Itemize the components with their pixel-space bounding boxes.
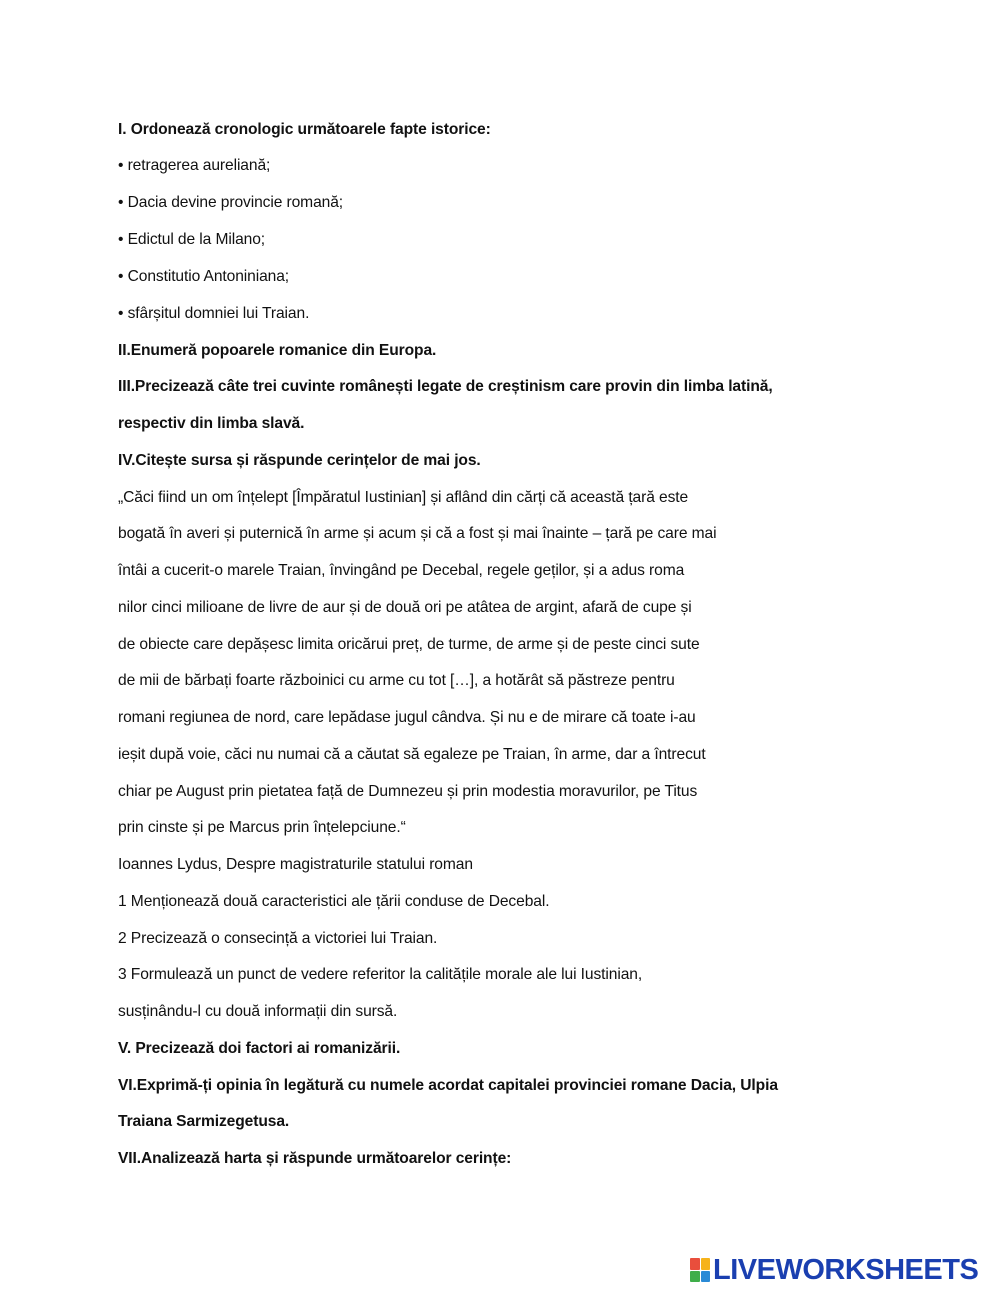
section-3-heading-line2: respectiv din limba slavă.	[118, 415, 305, 432]
liveworksheets-logo-icon	[690, 1258, 710, 1282]
source-text-line: de mii de bărbați foarte războinici cu arme cu tot […], a hotărât să păstreze pentru	[118, 672, 675, 689]
question-item: susținându-l cu două informații din sursă.	[118, 1003, 398, 1020]
logo-square-blue	[701, 1271, 711, 1283]
section-6-heading-line2: Traiana Sarmizegetusa.	[118, 1113, 290, 1130]
source-text-line: de obiecte care depășesc limita oricărui preț, de turme, de arme și de peste cinci sute	[118, 636, 700, 653]
source-text-line: bogată în averi și puternică în arme și acum și că a fost și mai înainte – țară pe care mai	[118, 525, 717, 542]
section-4-heading: IV.Citește sursa și răspunde cerințelor de mai jos.	[118, 452, 481, 469]
source-text-line: romani regiunea de nord, care lepădase jugul cândva. Și nu e de mirare că toate i-au	[118, 709, 696, 726]
source-text-line: ieșit după voie, căci nu numai că a căutat să egaleze pe Traian, în arme, dar a întrecut	[118, 746, 706, 763]
source-text-line: prin cinste și pe Marcus prin înțelepciune.“	[118, 819, 406, 836]
question-item: 1 Menționează două caracteristici ale țării conduse de Decebal.	[118, 893, 550, 910]
question-item: 3 Formulează un punct de vedere referitor la calitățile morale ale lui Iustinian,	[118, 966, 643, 983]
section-3-heading-line1: III.Precizează câte trei cuvinte românești legate de creștinism care provin din limba latină,	[118, 378, 773, 395]
logo-square-yellow	[701, 1258, 711, 1270]
section-1-heading: I. Ordonează cronologic următoarele fapte istorice:	[118, 121, 491, 138]
list-item: • sfârșitul domniei lui Traian.	[118, 305, 310, 322]
source-text-line: chiar pe August prin pietatea față de Dumnezeu și prin modestia moravurilor, pe Titus	[118, 783, 698, 800]
source-attribution: Ioannes Lydus, Despre magistraturile statului roman	[118, 856, 473, 873]
source-text-line: „Căci fiind un om înțelept [Împăratul Iustinian] și aflând din cărți că această țară este	[118, 489, 689, 506]
section-6-heading-line1: VI.Exprimă-ți opinia în legătură cu numele acordat capitalei provinciei romane Dacia, Ulpia	[118, 1077, 778, 1094]
logo-square-green	[690, 1271, 700, 1283]
logo-square-red	[690, 1258, 700, 1270]
liveworksheets-brand	[690, 1255, 978, 1285]
section-2-heading: II.Enumeră popoarele romanice din Europa.	[118, 342, 437, 359]
section-7-heading: VII.Analizează harta și răspunde următoarelor cerințe:	[118, 1150, 512, 1167]
list-item: • Constitutio Antoniniana;	[118, 268, 290, 285]
list-item: • Dacia devine provincie romană;	[118, 194, 344, 211]
section-5-heading: V. Precizează doi factori ai romanizării.	[118, 1040, 401, 1057]
list-item: • retragerea aureliană;	[118, 157, 271, 174]
question-item: 2 Precizează o consecință a victoriei lui Traian.	[118, 930, 438, 947]
source-text-line: nilor cinci milioane de livre de aur și de două ori pe atâtea de argint, afară de cupe și	[118, 599, 692, 616]
list-item: • Edictul de la Milano;	[118, 231, 266, 248]
liveworksheets-wordmark: LIVEWORKSHEETS	[713, 1254, 979, 1286]
source-text-line: întâi a cucerit-o marele Traian, învingând pe Decebal, regele geților, și a adus roma	[118, 562, 685, 579]
